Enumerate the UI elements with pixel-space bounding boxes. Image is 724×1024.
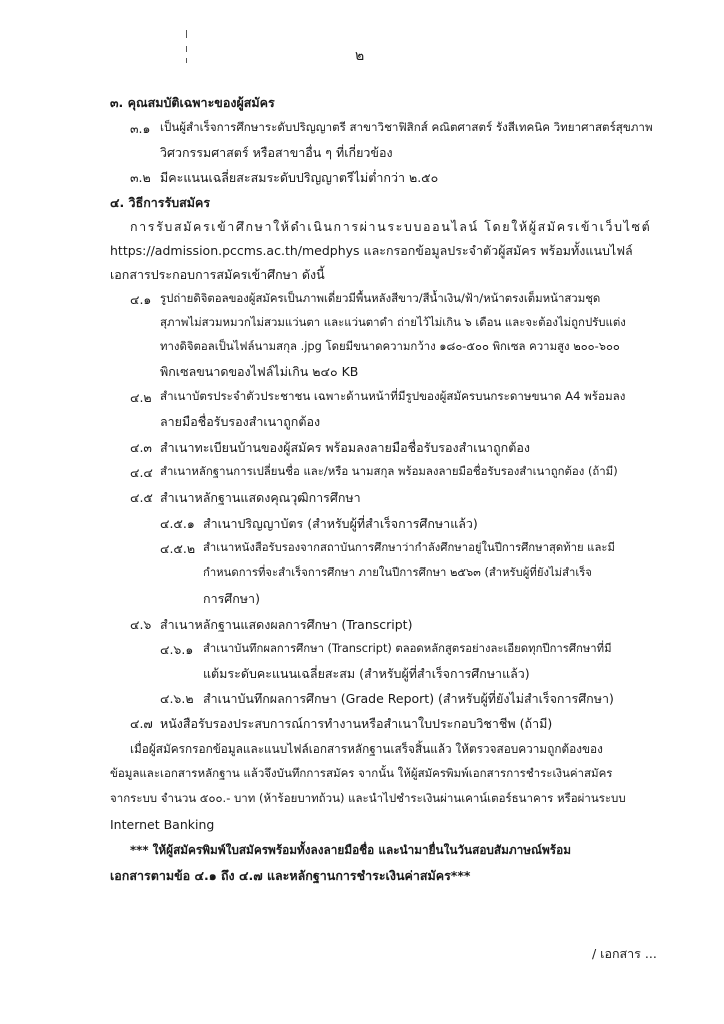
closing-text: จากระบบ จำนวน ๕๐๐.- บาท (ห้าร้อยบาทถ้วน) และนำไปชำระเงินผ่านเคาน์เตอร์ธนาคาร หรือผ่านระบบ	[110, 791, 626, 805]
item-text: สำเนาบัตรประจำตัวประชาชน เฉพาะด้านหน้าที่มีรูปของผู้สมัครบนกระดาษขนาด A4 พร้อมลง	[160, 389, 626, 403]
scan-mark	[186, 58, 187, 63]
item-text: ลายมือชื่อรับรองสำเนาถูกต้อง	[160, 414, 321, 429]
item-text: เป็นผู้สำเร็จการศึกษาระดับปริญญาตรี สาขาวิชาฟิสิกส์ คณิตศาสตร์ รังสีเทคนิค วิทยาศาสตร์สุขภาพ	[160, 120, 653, 134]
item-text: รูปถ่ายดิจิตอลของผู้สมัครเป็นภาพเดี่ยวมีพื้นหลังสีขาว/สีน้ำเงิน/ฟ้า/หน้าตรงเต็มหน้าสวมชุด	[160, 291, 601, 305]
item-number: ๓.๒	[130, 170, 151, 185]
section-3-heading: ๓. คุณสมบัติเฉพาะของผู้สมัคร	[110, 95, 275, 110]
item-text: หนังสือรับรองประสบการณ์การทำงานหรือสำเนาใบประกอบวิชาชีพ (ถ้ามี)	[160, 716, 553, 731]
subitem-text: แต้มระดับคะแนนเฉลี่ยสะสม (สำหรับผู้ที่สำเร็จการศึกษาแล้ว)	[203, 666, 530, 681]
important-note: เอกสารตามข้อ ๔.๑ ถึง ๔.๗ และหลักฐานการชำระเงินค่าสมัคร***	[110, 868, 471, 883]
subitem-text: สำเนาบันทึกผลการศึกษา (Transcript) ตลอดหลักสูตรอย่างละเอียดทุกปีการศึกษาที่มี	[203, 642, 612, 655]
item-number: ๔.๖	[130, 617, 152, 632]
item-text: สำเนาหลักฐานแสดงคุณวุฒิการศึกษา	[160, 490, 361, 505]
intro-text: https://admission.pccms.ac.th/medphys และกรอกข้อมูลประจำตัวผู้สมัคร พร้อมทั้งแนบไฟล์	[110, 243, 633, 258]
item-number: ๔.๑	[130, 292, 152, 307]
page-number: ๒	[355, 48, 365, 64]
item-text: สุภาพไม่สวมหมวกไม่สวมแว่นตา และแว่นตาดำ ถ่ายไว้ไม่เกิน ๖ เดือน และจะต้องไม่ถูกปรับแต่ง	[160, 315, 626, 329]
section-4-heading: ๔. วิธีการรับสมัคร	[110, 195, 211, 210]
intro-text: การรับสมัครเข้าศึกษาให้ดำเนินการผ่านระบบออนไลน์ โดยให้ผู้สมัครเข้าเว็บไซต์	[130, 219, 652, 234]
item-text: ทางดิจิตอลเป็นไฟล์นามสกุล .jpg โดยมีขนาดความกว้าง ๑๘๐-๕๐๐ พิกเซล ความสูง ๒๐๐-๖๐๐	[160, 339, 620, 353]
closing-text: Internet Banking	[110, 817, 215, 832]
subitem-number: ๔.๖.๑	[160, 642, 194, 657]
item-text: วิศวกรรมศาสตร์ หรือสาขาอื่น ๆ ที่เกี่ยวข้อง	[160, 145, 393, 160]
item-text: สำเนาหลักฐานแสดงผลการศึกษา (Transcript)	[160, 617, 413, 632]
subitem-text: สำเนาหนังสือรับรองจากสถาบันการศึกษาว่ากำลังศึกษาอยู่ในปีการศึกษาสุดท้าย และมี	[203, 541, 615, 554]
item-number: ๔.๓	[130, 440, 152, 455]
subitem-text: สำเนาบันทึกผลการศึกษา (Grade Report) (สำหรับผู้ที่ยังไม่สำเร็จการศึกษา)	[203, 691, 614, 706]
subitem-number: ๔.๖.๒	[160, 691, 194, 706]
item-number: ๓.๑	[130, 121, 151, 136]
item-text: พิกเซลขนาดของไฟล์ไม่เกิน ๒๔๐ KB	[160, 364, 359, 379]
subitem-text: สำเนาปริญญาบัตร (สำหรับผู้ที่สำเร็จการศึกษาแล้ว)	[203, 516, 478, 531]
scan-mark	[186, 46, 187, 52]
item-text: สำเนาทะเบียนบ้านของผู้สมัคร พร้อมลงลายมือชื่อรับรองสำเนาถูกต้อง	[160, 440, 530, 455]
scan-mark	[186, 30, 187, 38]
important-note: *** ให้ผู้สมัครพิมพ์ใบสมัครพร้อมทั้งลงลายมือชื่อ และนำมายื่นในวันสอบสัมภาษณ์พร้อม	[130, 843, 571, 857]
continuation-marker: / เอกสาร ...	[592, 946, 657, 961]
closing-text: เมื่อผู้สมัครกรอกข้อมูลและแนบไฟล์เอกสารหลักฐานเสร็จสิ้นแล้ว ให้ตรวจสอบความถูกต้องของ	[130, 742, 603, 756]
subitem-text: กำหนดการที่จะสำเร็จการศึกษา ภายในปีการศึกษา ๒๕๖๓ (สำหรับผู้ที่ยังไม่สำเร็จ	[203, 566, 592, 579]
intro-text: เอกสารประกอบการสมัครเข้าศึกษา ดังนี้	[110, 267, 325, 282]
item-text: มีคะแนนเฉลี่ยสะสมระดับปริญญาตรีไม่ต่ำกว่า ๒.๕๐	[160, 170, 439, 185]
closing-text: ข้อมูลและเอกสารหลักฐาน แล้วจึงบันทึกการสมัคร จากนั้น ให้ผู้สมัครพิมพ์เอกสารการชำระเงินค่าสมัคร	[110, 766, 613, 780]
item-number: ๔.๒	[130, 390, 152, 405]
item-number: ๔.๗	[130, 716, 153, 731]
subitem-text: การศึกษา)	[203, 591, 260, 606]
subitem-number: ๔.๕.๑	[160, 516, 195, 531]
item-number: ๔.๕	[130, 490, 153, 505]
subitem-number: ๔.๕.๒	[160, 541, 196, 556]
item-text: สำเนาหลักฐานการเปลี่ยนชื่อ และ/หรือ นามสกุล พร้อมลงลายมือชื่อรับรองสำเนาถูกต้อง (ถ้ามี)	[160, 464, 618, 478]
item-number: ๔.๔	[130, 465, 153, 480]
